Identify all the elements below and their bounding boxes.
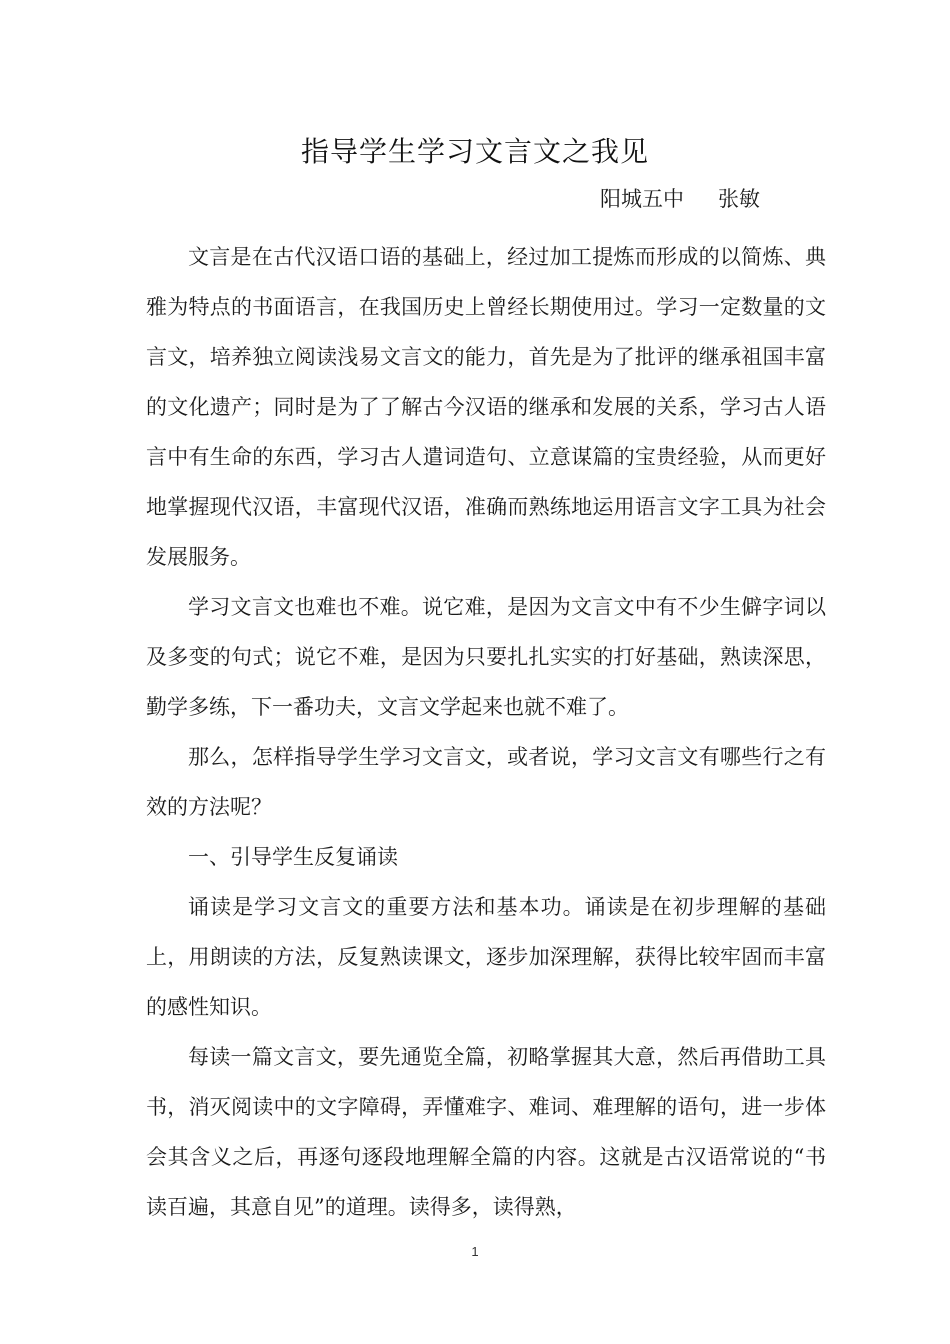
- author-school: 阳城五中: [600, 187, 684, 211]
- author-name: 张敏: [718, 187, 760, 211]
- page-number: 1: [471, 1244, 479, 1259]
- paragraph-difficulty: 学习文言文也难也不难。说它难，是因为文言文中有不少生僻字词以及多变的句式；说它不难，是因为只要扎扎实实的打好基础，熟读深思，勤学多练，下一番功夫，文言文学起来也就不难了。: [146, 595, 826, 719]
- document-body: [146, 232, 826, 1232]
- author-line: [600, 184, 760, 214]
- section-heading: 一、引导学生反复诵读: [188, 845, 398, 869]
- paragraph-intro: 文言是在古代汉语口语的基础上，经过加工提炼而形成的以简炼、典雅为特点的书面语言，在我国历史上曾经长期使用过。学习一定数量的文言文，培养独立阅读浅易文言文的能力，首先是为了批评的继承祖国丰富的文化遗产；同时是为了了解古今汉语的继承和发展的关系，学习古人语言中有生命的东西，学习古人遣词造句、立意谋篇的宝贵经验，从而更好地掌握现代汉语，丰富现代汉语，准确而熟练地运用语言文字工具为社会发展服务。: [146, 245, 826, 569]
- paragraph-question: 那么，怎样指导学生学习文言文，或者说，学习文言文有哪些行之有效的方法呢？: [146, 745, 826, 819]
- document-title: 指导学生学习文言文之我见: [300, 135, 649, 168]
- paragraph-reading-method: 每读一篇文言文，要先通览全篇，初略掌握其大意，然后再借助工具书，消灭阅读中的文字障碍，弄懂难字、难词、难理解的语句，进一步体会其含义之后，再逐句逐段地理解全篇的内容。这就是古汉语常说的“书读百遍，其意自见”的道理。读得多，读得熟，: [146, 1045, 826, 1219]
- paragraph-recitation: 诵读是学习文言文的重要方法和基本功。诵读是在初步理解的基础上，用朗读的方法，反复熟读课文，逐步加深理解，获得比较牢固而丰富的感性知识。: [146, 895, 826, 1019]
